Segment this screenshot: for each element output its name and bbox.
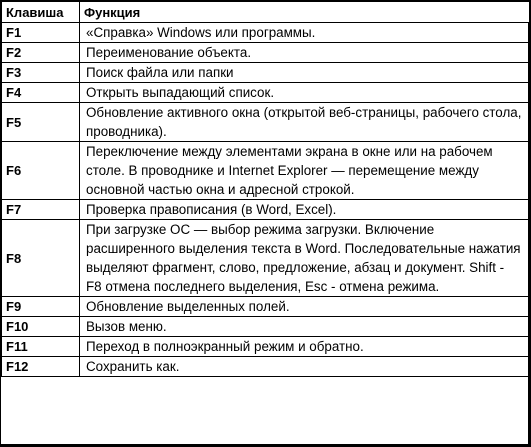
key-cell: F12 [2, 357, 80, 377]
function-cell: Вызов меню. [80, 317, 530, 337]
table-row [2, 220, 530, 297]
key-cell: F5 [2, 103, 80, 142]
function-cell: Проверка правописания (в Word, Excel). [80, 200, 530, 220]
function-cell: Обновление выделенных полей. [80, 297, 530, 317]
table-row [2, 357, 530, 377]
function-cell: При загрузке ОС — выбор режима загрузки. Включение расширенного выделения текста в Word. Последовательные нажатия выделяют фрагмент, слово, предложение, абзац и документ. Shift - F8 отмена последнего выделения, Esc - отмена режима. [80, 220, 530, 297]
function-cell: Сохранить как. [80, 357, 530, 377]
function-cell: Поиск файла или папки [80, 63, 530, 83]
function-cell: Открыть выпадающий список. [80, 83, 530, 103]
table-row [2, 200, 530, 220]
table-row [2, 297, 530, 317]
table-row [2, 83, 530, 103]
function-cell: Обновление активного окна (открытой веб-страницы, рабочего стола, проводника). [80, 103, 530, 142]
table-row [2, 43, 530, 63]
key-cell: F7 [2, 200, 80, 220]
table-row [2, 103, 530, 142]
table-row [2, 142, 530, 200]
function-cell: «Справка» Windows или программы. [80, 23, 530, 43]
key-cell: F10 [2, 317, 80, 337]
function-cell: Переключение между элементами экрана в окне или на рабочем столе. В проводнике и Internet Explorer — перемещение между основной частью окна и адресной строкой. [80, 142, 530, 200]
header-function: Функция [80, 2, 530, 23]
key-cell: F4 [2, 83, 80, 103]
table-row [2, 337, 530, 357]
table-row [2, 23, 530, 43]
key-cell: F1 [2, 23, 80, 43]
table-row [2, 63, 530, 83]
key-cell: F6 [2, 142, 80, 200]
table-row [2, 317, 530, 337]
function-cell: Переход в полноэкранный режим и обратно. [80, 337, 530, 357]
hotkeys-table [1, 1, 530, 377]
header-key: Клавиша [2, 2, 80, 23]
table-header-row [2, 2, 530, 23]
key-cell: F9 [2, 297, 80, 317]
function-cell: Переименование объекта. [80, 43, 530, 63]
key-cell: F11 [2, 337, 80, 357]
key-cell: F8 [2, 220, 80, 297]
key-cell: F2 [2, 43, 80, 63]
key-cell: F3 [2, 63, 80, 83]
